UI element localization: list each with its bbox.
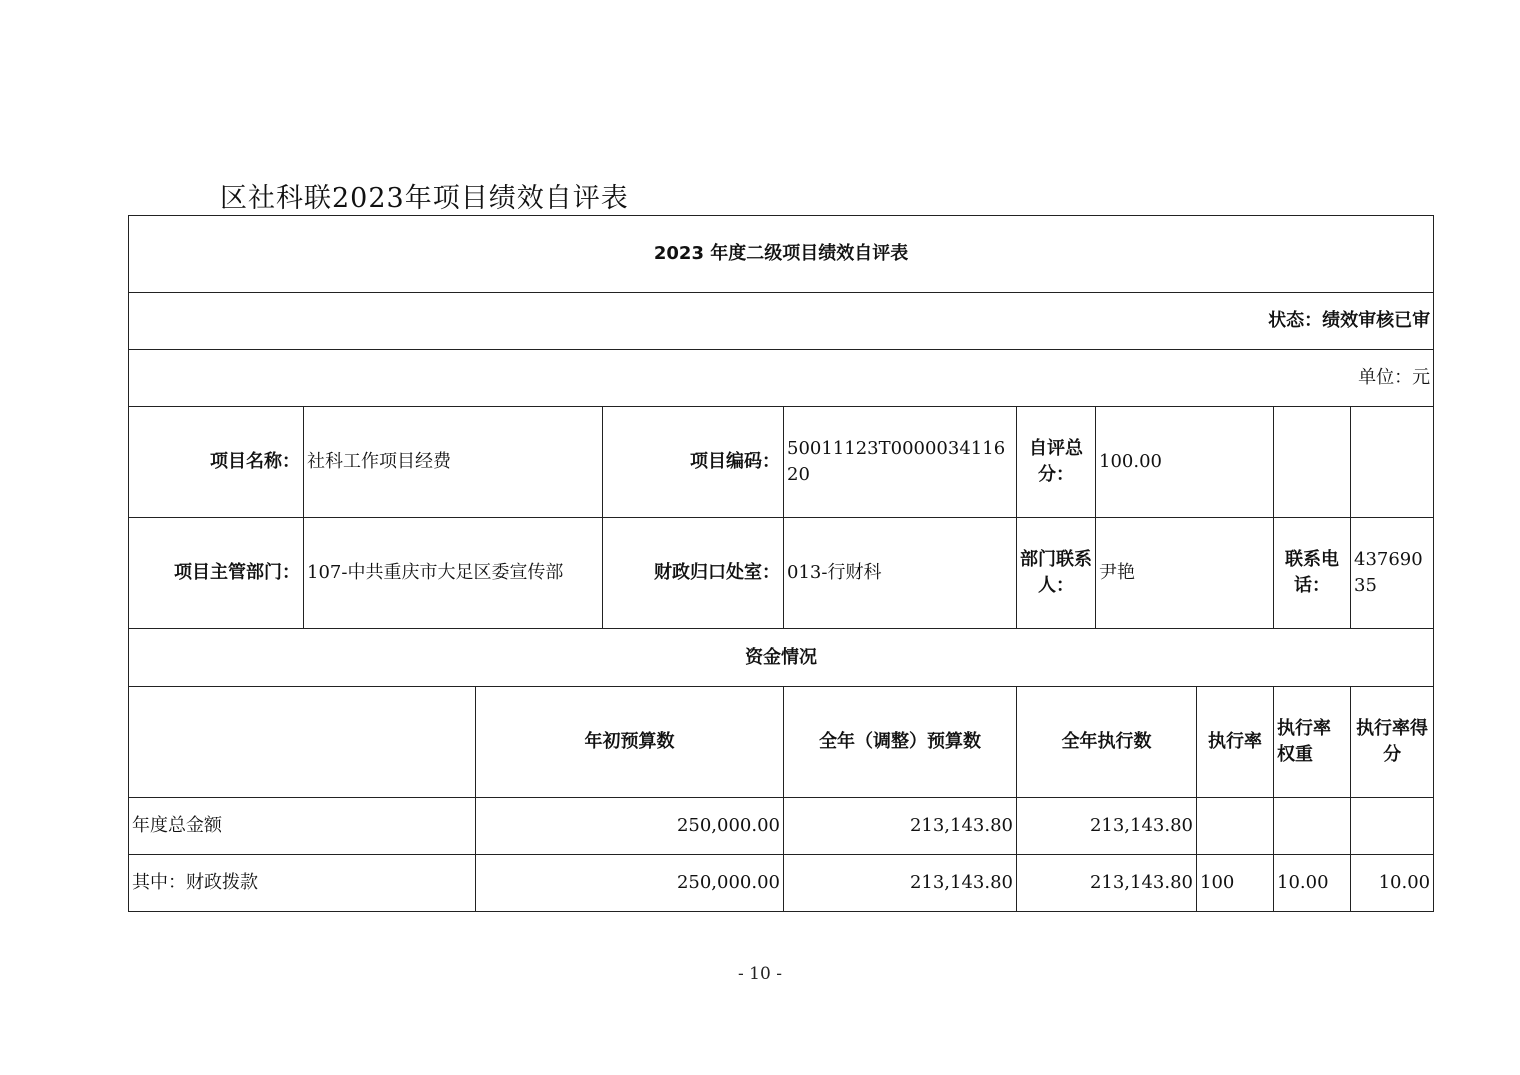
score-value: 100.00: [1096, 407, 1274, 518]
header-executed: 全年执行数: [1017, 687, 1197, 798]
row-fiscal-executed: 213,143.80: [1017, 855, 1197, 912]
empty-cell: [1274, 407, 1351, 518]
status-label: 状态：绩效审核已审: [129, 293, 1434, 350]
row-total-adjusted: 213,143.80: [784, 798, 1017, 855]
phone-value: 43769035: [1351, 518, 1434, 629]
row-total-initial: 250,000.00: [476, 798, 784, 855]
score-label: 自评总分：: [1017, 407, 1096, 518]
row-fiscal-name: 其中：财政拨款: [129, 855, 476, 912]
page-number: - 10 -: [738, 964, 782, 984]
row-total-score: [1351, 798, 1434, 855]
header-adjusted-budget: 全年（调整）预算数: [784, 687, 1017, 798]
row-total-name: 年度总金额: [129, 798, 476, 855]
project-code-label: 项目编码：: [603, 407, 784, 518]
empty-cell: [1351, 407, 1434, 518]
row-fiscal-adjusted: 213,143.80: [784, 855, 1017, 912]
header-rate: 执行率: [1197, 687, 1274, 798]
dept-value: 107-中共重庆市大足区委宣传部: [304, 518, 603, 629]
contact-value: 尹艳: [1096, 518, 1274, 629]
project-code-value: 50011123T000003411620: [784, 407, 1017, 518]
header-rate-weight: 执行率权重: [1274, 687, 1351, 798]
header-initial-budget: 年初预算数: [476, 687, 784, 798]
table-title: 2023 年度二级项目绩效自评表: [129, 216, 1434, 293]
row-fiscal-rate: 100: [1197, 855, 1274, 912]
row-fiscal-initial: 250,000.00: [476, 855, 784, 912]
row-fiscal-weight: 10.00: [1274, 855, 1351, 912]
unit-label: 单位：元: [129, 350, 1434, 407]
funds-header-empty: [129, 687, 476, 798]
row-total-executed: 213,143.80: [1017, 798, 1197, 855]
document-caption: 区社科联2023年项目绩效自评表: [220, 183, 629, 214]
finance-office-value: 013-行财科: [784, 518, 1017, 629]
row-total-weight: [1274, 798, 1351, 855]
funds-section-title: 资金情况: [129, 629, 1434, 687]
project-name-label: 项目名称：: [129, 407, 304, 518]
row-total-rate: [1197, 798, 1274, 855]
performance-evaluation-table: [128, 215, 1434, 912]
project-name-value: 社科工作项目经费: [304, 407, 603, 518]
contact-label: 部门联系人：: [1017, 518, 1096, 629]
header-rate-score: 执行率得分: [1351, 687, 1434, 798]
dept-label: 项目主管部门：: [129, 518, 304, 629]
row-fiscal-score: 10.00: [1351, 855, 1434, 912]
finance-office-label: 财政归口处室：: [603, 518, 784, 629]
phone-label: 联系电话：: [1274, 518, 1351, 629]
